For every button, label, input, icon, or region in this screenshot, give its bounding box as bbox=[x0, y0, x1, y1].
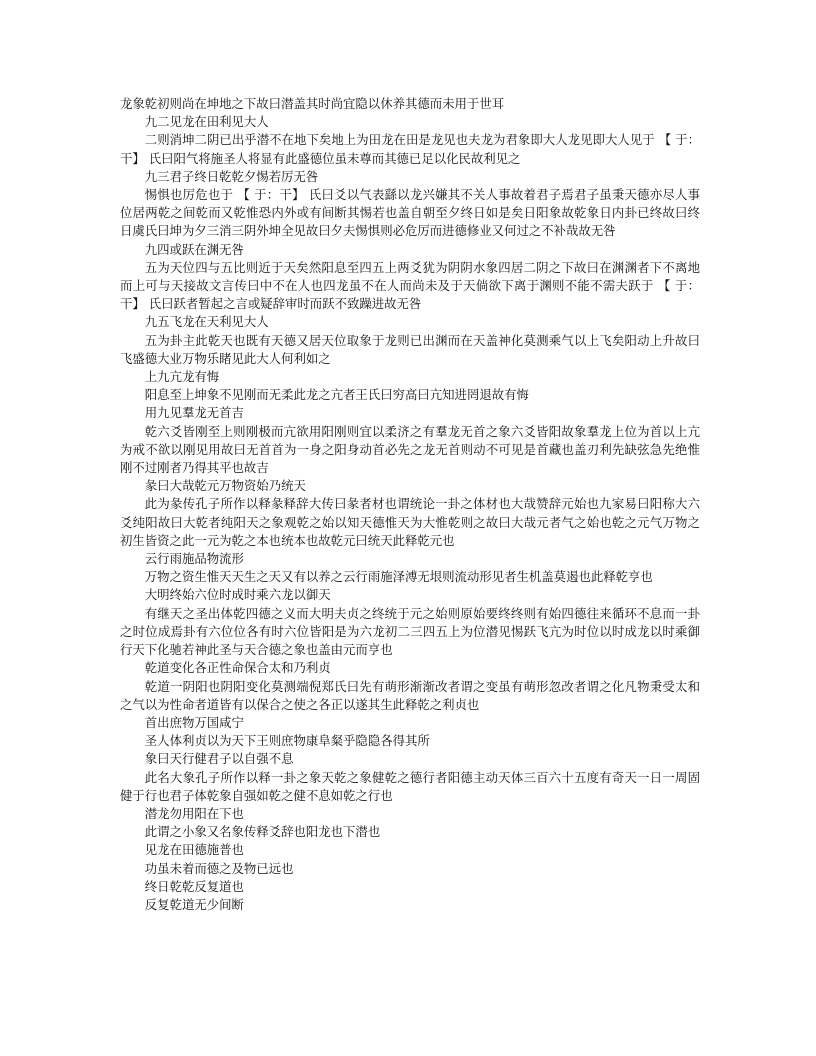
commentary-paragraph: 万物之资生惟天天生之天又有以养之云行雨施泽溥无垠则流动形见者生机盖莫遏也此释乾亨也 bbox=[144, 569, 653, 585]
hexagram-line-heading: 用九见羣龙无首吉 bbox=[144, 405, 244, 421]
paragraph-continuation: 龙象乾初则尚在坤地之下故曰潜盖其时尚宜隐以休养其德而未用于世耳 bbox=[120, 96, 505, 111]
commentary-paragraph: 圣人体利贞以为天下王则庶物康阜粲乎隐隐各得其所 bbox=[144, 733, 430, 749]
hexagram-line-heading: 九二见龙在田利见大人 bbox=[144, 114, 269, 130]
hexagram-line-heading: 九五飞龙在天利见大人 bbox=[144, 314, 269, 330]
commentary-paragraph: 五为天位四与五比则近于天矣然阳息至四五上两爻犹为阴阴水象四居二阴之下故曰在渊渊者下不离地而上可与天接故文言传曰中不在人也四龙虽不在人而尚未及于天倘欲下离于渊则不能不需夫跃于 【 于：干】 氏曰跃者暂起之言或疑辞审时而跃不致躁进故无咎 bbox=[120, 259, 700, 312]
hexagram-line-heading: 九三君子终日乾乾夕惕若厉无咎 bbox=[144, 168, 319, 184]
commentary-paragraph: 有继天之圣出体乾四德之义而大明夫贞之终统于元之始则原始要终终则有始四德往来循环不息而一卦之时位成焉卦有六位位各有时六位皆阳是为六龙初二三四五上为位潜见惕跃飞亢为时位以时成龙以时乘御行天下化驰若神此圣与天合德之象也盖由元而亨也 bbox=[120, 605, 700, 658]
document-page bbox=[120, 95, 700, 914]
commentary-paragraph: 惕惧也厉危也于 【 于：干】 氏曰爻以气表繇以龙兴嫌其不关人事故着君子焉君子虽秉天德亦尽人事位居两乾之间乾而又乾惟恐内外或有间断其惕若也盖自朝至夕终日如是矣日阳象故乾象日内卦已终故曰终日虞氏曰坤为夕三消三阴外坤全见故曰夕夫惕惧则必危厉而进德修业又何过之不补哉故无咎 bbox=[120, 187, 700, 239]
commentary-paragraph: 五为卦主此乾天也既有天德又居天位取象于龙则已出渊而在天盖神化莫测乘气以上飞矣阳动上升故曰飞盛德大业万物乐睹见此大人何利如之 bbox=[120, 332, 700, 366]
commentary-paragraph: 二则消坤二阴已出乎潜不在地下矣地上为田龙在田是龙见也夫龙为君象即大人龙见即大人见于 【 于：干】 氏曰阳气将施圣人将显有此盛德位虽未尊而其德已足以化民故利见之 bbox=[120, 132, 700, 166]
commentary-paragraph: 乾道一阴阳也阴阳变化莫测端倪郑氏曰先有萌形渐渐改者谓之变虽有萌形忽改者谓之化凡物秉受太和之气以为性命者道皆有以保合之使之各正以遂其生此释乾之利贞也 bbox=[120, 678, 700, 712]
commentary-paragraph: 反复乾道无少间断 bbox=[144, 896, 244, 912]
xiang-heading: 终日乾乾反复道也 bbox=[144, 878, 244, 894]
tuan-heading: 彖曰大哉乾元万物资始乃统天 bbox=[144, 478, 306, 494]
xiang-heading: 见龙在田德施普也 bbox=[144, 842, 244, 858]
tuan-heading: 乾道变化各正性命保合太和乃利贞 bbox=[144, 660, 331, 676]
commentary-paragraph: 功虽未着而德之及物已远也 bbox=[144, 860, 294, 876]
commentary-paragraph: 乾六爻皆刚至上则刚极而亢欲用阳刚则宜以柔济之有羣龙无首之象六爻皆阳故象羣龙上位为首以上亢为戒不欲以刚见用故曰无首首为一身之阳身动首必先之龙无首则动不可见是首藏也盖刃利先缺弦急先绝惟刚不过刚者乃得其平也故吉 bbox=[120, 423, 700, 476]
xiang-heading: 潜龙勿用阳在下也 bbox=[144, 805, 244, 821]
tuan-heading: 大明终始六位时成时乘六龙以御天 bbox=[144, 587, 331, 603]
commentary-paragraph: 此为彖传孔子所作以释彖释辞大传曰彖者材也谓统论一卦之体材也大哉赞辞元始也九家易曰阳称大六爻纯阳故曰大乾者纯阳天之象观乾之始以知天德惟天为大惟乾则之故曰大哉元者气之始也乾之元气万物之初生皆资之此一元为乾之本也统本也故乾元曰统天此释乾元也 bbox=[120, 496, 700, 548]
hexagram-line-heading: 上九亢龙有悔 bbox=[144, 369, 220, 385]
hexagram-line-heading: 九四或跃在渊无咎 bbox=[144, 241, 244, 257]
commentary-paragraph: 此谓之小象又名象传释爻辞也阳龙也下潜也 bbox=[144, 824, 381, 840]
commentary-paragraph: 此名大象孔子所作以释一卦之象天乾之象健乾之德行者阳德主动天体三百六十五度有奇天一日一周固健于行也君子体乾象自强如乾之健不息如乾之行也 bbox=[120, 769, 700, 803]
xiang-heading: 象曰天行健君子以自强不息 bbox=[144, 751, 294, 767]
tuan-heading: 首出庶物万国咸宁 bbox=[144, 714, 244, 730]
commentary-paragraph: 阳息至上坤象不见刚而无柔此龙之亢者王氏曰穷高曰亢知进罔退故有悔 bbox=[144, 387, 529, 403]
tuan-heading: 云行雨施品物流形 bbox=[144, 551, 244, 567]
